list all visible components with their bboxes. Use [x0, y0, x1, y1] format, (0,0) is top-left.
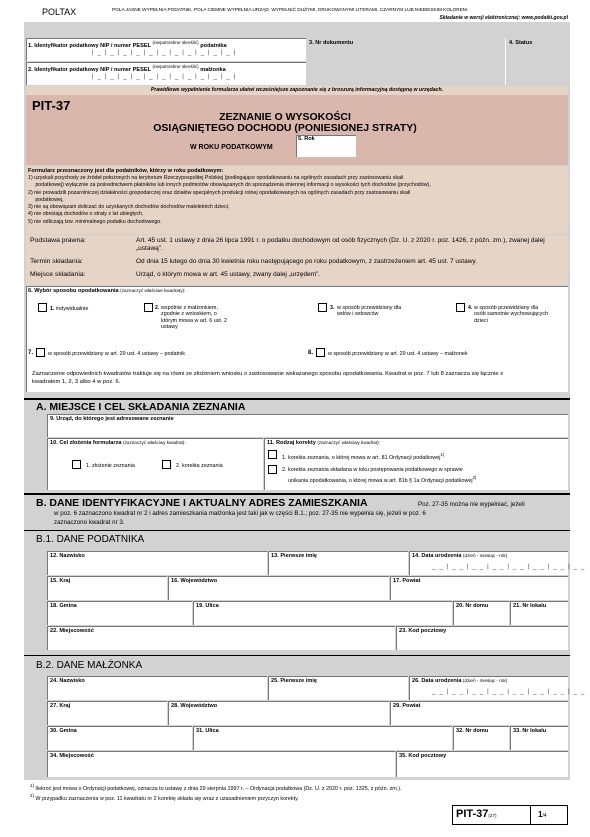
- field-17-label: 17. Powiat: [393, 578, 421, 584]
- field-1-digits: |_|_|_|_|_|_|_|_|_|_|_|: [92, 50, 240, 56]
- field-12-label: 12. Nazwisko: [50, 553, 85, 559]
- field-14-label: 14. Data urodzenia (dzień - miesiąc - rok): [412, 553, 508, 559]
- field-2-label: 2. Identyfikator podatkowy NIP / numer PESEL $^{(niepotrzebne skreślić)}$ małżonka: [28, 64, 226, 73]
- field-26-digits: __|__|__|__|__|__|__|__: [432, 689, 589, 695]
- intro-line: podatkowej) wyłącznie za pośrednictwem płatników lub innych podmiotów obowiązanych do sporządzenia imiennej informacji o wysokości tych dochodów (przychodów),: [28, 182, 431, 189]
- field-3-divider: [505, 38, 506, 85]
- field-33-label: 33. Nr lokalu: [513, 728, 547, 734]
- field-22-city[interactable]: [47, 626, 395, 650]
- field-32-label: 32. Nr domu: [456, 728, 489, 734]
- intro-heading: Formularz przeznaczony jest dla podatników, którzy w roku podatkowym:: [28, 168, 224, 174]
- field-27-label: 27. Kraj: [50, 703, 71, 709]
- legal-basis-label: Podstawa prawna:: [30, 237, 86, 244]
- field-18-label: 18. Gmina: [50, 603, 77, 609]
- b2-divider: [24, 655, 570, 656]
- field-6-option-1: 1. indywidualnie: [50, 306, 89, 312]
- section-a-title: A. MIEJSCE I CEL SKŁADANIA ZEZNANIA: [36, 401, 246, 413]
- title-line-2: OSIĄGNIĘTEGO DOCHODU (PONIESIONEJ STRATY): [153, 122, 417, 134]
- field-29-label: 29. Powiat: [393, 703, 421, 709]
- field-6-option-3-num: 3.: [330, 305, 335, 311]
- electronic-filing: Składanie w wersji elektronicznej: www.podatki.gov.pl: [439, 15, 568, 21]
- field-11-option-2-line-2: unikania opodatkowania, o której mowa w art. 81b § 1a Ordynacji podatkowej$^{2)}$: [288, 475, 477, 484]
- field-21-label: 21. Nr lokalu: [513, 603, 547, 609]
- field-20-label: 20. Nr domu: [456, 603, 489, 609]
- footnote-1: $^{1)}$ Ilekroć jest mowa o Ordynacji podatkowej, oznacza to ustawę z dnia 29 sierpnia 1997 r. – Ordynacja podatkowa (Dz. U. z 2020 r. poz. 1325, z późn. zm.).: [30, 783, 402, 792]
- b2-title: B.2. DANE MAŁŻONKA: [36, 660, 143, 671]
- field-19-label: 19. Ulica: [196, 603, 219, 609]
- field-10-option-2: 2. korekta zeznania: [176, 463, 223, 469]
- field-15-label: 15. Kraj: [50, 578, 71, 584]
- footnote-2: $^{2)}$ W przypadku zaznaczenia w poz. 11 kwadratu nr 2 korektę składa się wraz z uzasadnieniem przyczyn korekty.: [30, 793, 299, 802]
- field-7-checkbox[interactable]: [36, 348, 45, 357]
- title-line-1: ZEZNANIE O WYSOKOŚCI: [219, 111, 351, 123]
- field-13-label: 13. Pierwsze imię: [271, 553, 318, 559]
- b1-title: B.1. DANE PODATNIKA: [36, 534, 145, 545]
- field-7-text: w sposób przewidziany w art. 29 ust. 4 ustawy – podatnik: [48, 351, 185, 357]
- field-6-option-2-text: wspólnie z małżonkiem, zgodnie z wnioskiem, o którym mowa w art. 6 ust. 2 ustawy: [161, 305, 227, 331]
- field-6-option-4-text: w sposób przewidziany dla osób samotnie wychowujących dzieci: [474, 305, 549, 324]
- field-16-label: 16. Województwo: [171, 578, 218, 584]
- field-30-label: 30. Gmina: [50, 728, 77, 734]
- intro-line: 1) uzyskali przychody ze źródeł położonych na terytorium Rzeczypospolitej Polskiej (podlegające opodatkowaniu na ogólnych zasadach przy zastosowaniu skali: [28, 175, 404, 181]
- field-35-label: 35. Kod pocztowy: [399, 753, 447, 759]
- field-6-option-2-checkbox[interactable]: [144, 303, 153, 312]
- field-11-option-1-checkbox[interactable]: [268, 450, 277, 459]
- field-25-label: 25. Pierwsze imię: [271, 678, 318, 684]
- field-6-label: 6. Wybór sposobu opodatkowania (zaznaczyć właściwe kwadraty):: [28, 288, 186, 294]
- field-11-option-2-line-1: 2. korekta zeznania składana w toku postępowania podatkowego w sprawie: [282, 467, 463, 473]
- field-6-option-1-checkbox[interactable]: [38, 303, 47, 312]
- section-b-title: B. DANE IDENTYFIKACYJNE I AKTUALNY ADRES ZAMIESZKANIA: [36, 497, 368, 509]
- field-31-street[interactable]: [193, 726, 452, 750]
- field-3-label: 3. Nr dokumentu: [309, 40, 354, 46]
- intro-lines: [28, 175, 566, 226]
- field-8-text: w sposób przewidziany w art. 29 ust. 4 ustawy – małżonek: [328, 351, 468, 357]
- year-label: W ROKU PODATKOWYM: [190, 144, 273, 151]
- field-14-digits: __|__|__|__|__|__|__|__: [432, 564, 589, 570]
- footer-page-number: 1/4: [538, 810, 547, 819]
- field-8-checkbox[interactable]: [316, 348, 325, 357]
- field-28-label: 28. Województwo: [171, 703, 218, 709]
- form-code: PIT-37: [32, 98, 71, 113]
- field-10-label: 10. Cel złożenia formularza (zaznaczyć właściwy kwadrat):: [50, 440, 186, 446]
- section-b-divider: [24, 493, 570, 495]
- field-6-option-4-num: 4.: [468, 305, 473, 311]
- field-10-option-2-checkbox[interactable]: [162, 460, 171, 469]
- field-6-option-3-text: w sposób przewidziany dla wdów i wdowców: [337, 305, 402, 318]
- place-value: Urząd, o którym mowa w art. 45 ustawy, zwany dalej „urzędem”.: [136, 271, 321, 278]
- field-5-label: 5. Rok: [298, 136, 315, 142]
- footer-divider: [530, 805, 531, 825]
- field-6-option-3-checkbox[interactable]: [318, 303, 327, 312]
- field-24-label: 24. Nazwisko: [50, 678, 85, 684]
- field-7-num: 7.: [28, 350, 34, 356]
- field-34-label: 34. Miejscowość: [50, 753, 94, 759]
- intro-line: 4) nie obniżają dochodów o straty z lat ubiegłych,: [28, 211, 144, 218]
- field-22-label: 22. Miejscowość: [50, 628, 94, 634]
- field-6-option-4-checkbox[interactable]: [456, 303, 465, 312]
- field-11-option-2-checkbox[interactable]: [268, 465, 277, 474]
- field-1-label: 1. Identyfikator podatkowy NIP / numer PESEL $^{(niepotrzebne skreślić)}$ podatnika: [28, 40, 227, 49]
- deadline-value: Od dnia 15 lutego do dnia 30 kwietnia roku następującego po roku podatkowym, z zastrzeżeniem art. 45 ust. 7 ustawy.: [136, 258, 477, 265]
- field-19-street[interactable]: [193, 601, 452, 625]
- intro-line: 5) nie odliczają tzw. minimalnego podatku dochodowego.: [28, 218, 162, 225]
- fill-instructions: POLA JASNE WYPEŁNIA PODATNIK, POLA CIEMNE WYPEŁNIA URZĄD. WYPEŁNIĆ DUŻYMI, DRUKOWANYMI LITERAMI, CZARNYM LUB NIEBIESKIM KOLOREM.: [112, 8, 469, 13]
- field-26-label: 26. Data urodzenia (dzień - miesiąc - rok): [412, 678, 508, 684]
- field-8-num: 8.: [308, 350, 314, 356]
- field-10-option-1: 1. złożenie zeznania: [86, 463, 135, 469]
- section-b-note-c: zaznaczono kwadrat nr 3.: [54, 519, 125, 526]
- poltax-label: POLTAX: [42, 7, 77, 17]
- field-6-note: Zaznaczenie odpowiednich kwadratów traktuje się na równi ze złożeniem wniosku o zastosowanie wskazanego sposobu opodatkowania. Kwadrat w poz. 7 lub 8 zaznacza się łącznie z kwadratem 1, 2, 3 albo 4 w poz. 6.: [32, 371, 504, 385]
- field-4-label: 4. Status: [509, 40, 533, 46]
- field-2-digits: |_|_|_|_|_|_|_|_|_|_|_|: [92, 74, 240, 80]
- section-b-note-b: w poz. 6 zaznaczono kwadrat nr 2 i adres zamieszkania małżonka jest taki jak w części B.1.; poz. 27-35 nie wypełnia się, jeżeli w poz. 6: [54, 510, 426, 517]
- b1-divider: [24, 530, 570, 531]
- field-10-option-1-checkbox[interactable]: [72, 460, 81, 469]
- legal-basis-value: Art. 45 ust. 1 ustawy z dnia 26 lipca 1991 r. o podatku dochodowym od osób fizycznych (Dz. U. z 2020 r. poz. 1426, z późn. zm.), zwanej dalej „ustawą”.: [136, 237, 545, 252]
- field-34-city[interactable]: [47, 751, 395, 777]
- field-9-label: 9. Urząd, do którego jest adresowane zeznanie: [50, 416, 174, 422]
- intro-line: podatkowej,: [28, 196, 64, 203]
- section-b-note-a: Poz. 27-35 można nie wypełniać, jeżeli: [418, 501, 525, 508]
- notice-text: Prawidłowe wypełnienie formularza ułatwi wcześniejsze zapoznanie się z broszurą informacyjną dostępną w urzędach.: [150, 87, 444, 93]
- field-23-label: 23. Kod pocztowy: [399, 628, 447, 634]
- footer-form-code: PIT-37(27): [456, 808, 497, 820]
- deadline-label: Termin składania:: [30, 258, 83, 265]
- field-11-label: 11. Rodzaj korekty (zaznaczyć właściwy kwadrat):: [267, 440, 380, 446]
- intro-line: 2) nie prowadzili pozarolniczej działalności gospodarczej oraz działów specjalnych produkcji rolnej opodatkowanych na ogólnych zasadach przy zastosowaniu skali: [28, 189, 411, 196]
- field-6-option-2-num: 2.: [155, 305, 160, 311]
- section-a-divider: [24, 398, 570, 400]
- intro-line: 3) nie są obowiązani doliczać do uzyskanych dochodów dochodów małoletnich dzieci,: [28, 204, 230, 211]
- field-11-option-1: 1. korekta zeznania, o której mowa w art. 81 Ordynacji podatkowej$^{1)}$: [282, 452, 445, 461]
- place-label: Miejsce składania:: [30, 271, 86, 278]
- field-31-label: 31. Ulica: [196, 728, 219, 734]
